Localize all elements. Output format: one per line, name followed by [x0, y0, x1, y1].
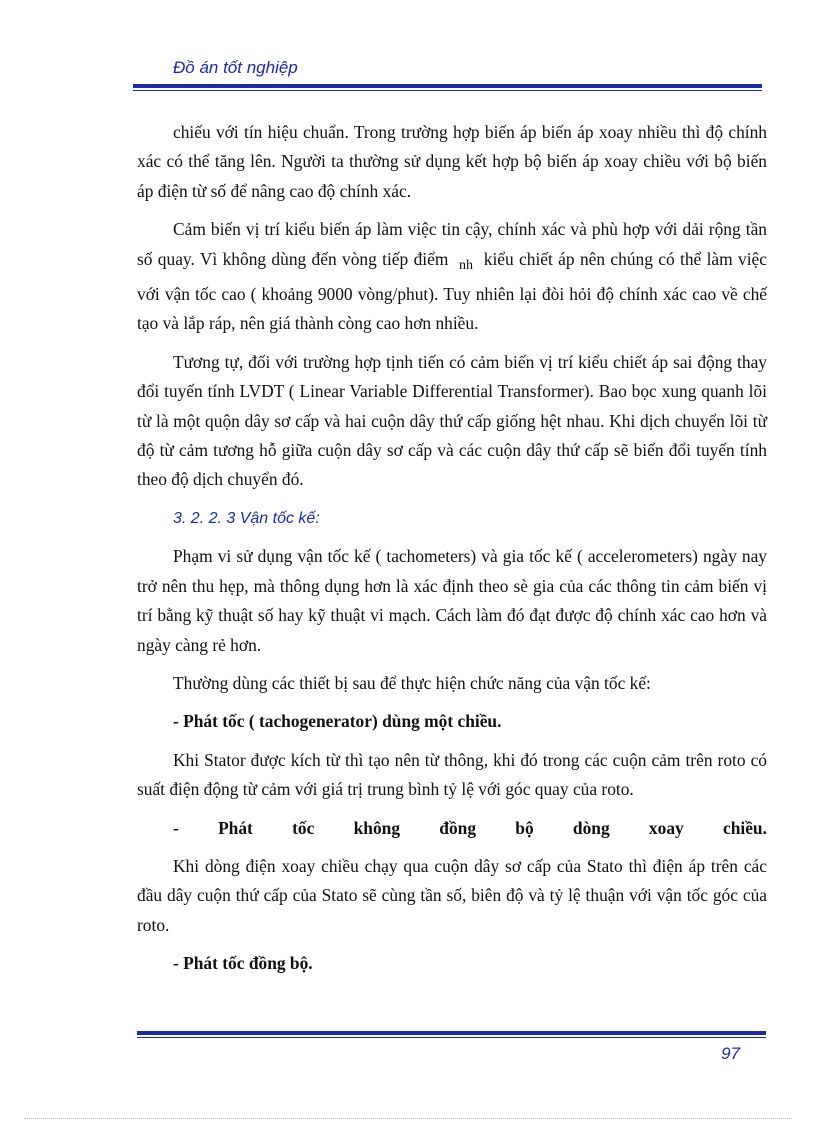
bullet-2-word: tốc [292, 817, 315, 838]
bullet-2-word: xoay [648, 817, 684, 838]
bullet-2-word: không [353, 817, 401, 838]
header-rule-thin [133, 90, 762, 91]
paragraph-6: Khi Stator được kích từ thì tạo nên từ thông, khi đó trong các cuộn cảm trên roto có suất điện động từ cảm với giá trị trung bình tỷ lệ với góc quay của roto. [137, 749, 767, 800]
header-rule-thick [133, 84, 762, 88]
header-title: Đồ án tốt nghiệp [173, 58, 298, 77]
paragraph-5: Thường dùng các thiết bị sau để thực hiện chức năng của vận tốc kế: [173, 672, 651, 693]
bullet-3 [137, 949, 767, 978]
paragraph-2-part-a: Cảm biến vị trí kiểu biến áp làm việc tin cậy, chính xác và phù hợp với dải rộng tần số quay. Vì không dùng đến vòng tiếp điểm [137, 219, 767, 269]
page-number: 97 [721, 1044, 740, 1063]
paragraph-2 [137, 215, 767, 339]
bullet-1 [137, 707, 767, 736]
paragraph-1: chiếu với tín hiệu chuẩn. Trong trường hợp biến áp biến áp xoay nhiều thì độ chính xác có thể tăng lên. Người ta thường sử dụng kết hợp bộ biến áp xoay chiều với bộ biến áp điện từ số để nâng cao độ chính xác. [137, 122, 767, 201]
bullet-1-text: - Phát tốc ( tachogenerator) dùng một chiều. [173, 711, 502, 732]
paragraph-3: Tương tự, đối với trường hợp tịnh tiến có cảm biến vị trí kiểu chiết áp sai động thay đổi tuyến tính LVDT ( Linear Variable Differential Transformer). Bao bọc xung quanh lõi từ là một quộn dây sơ cấp và hai cuộn dây thứ cấp giống hệt nhau. Khi dịch chuyển lõi từ độ từ cảm tương hỗ giữa cuộn dây sơ cấp và các cuộn dây thứ cấp sẽ biến đổi tuyến tính theo độ dịch chuyển đó. [137, 351, 767, 490]
paragraph-7: Khi dòng điện xoay chiều chạy qua cuộn dây sơ cấp của Stato thì điện áp trên các đầu dây cuộn thứ cấp của Stato sẽ cùng tần số, biên độ và tỷ lệ thuận với vận tốc góc của roto. [137, 855, 767, 935]
bullet-2-word: Phát [218, 817, 253, 838]
bullet-3-text: - Phát tốc đồng bộ. [173, 953, 313, 974]
section-heading: 3. 2. 2. 3 Vận tốc kế: [173, 509, 320, 527]
bullet-2-word: bộ [515, 817, 534, 838]
bullet-2-word: dòng [572, 817, 610, 838]
page-edge [24, 1118, 792, 1119]
paragraph-2-part-b: kiểu chiết áp nên chúng có thể làm việc với vận tốc cao ( khoảng 9000 vòng/phut). Tuy nhiên lại đòi hỏi độ chính xác cao về chế tạo và lắp ráp, nên giá thành còng cao hơn nhiều. [137, 248, 767, 334]
footer-rule-thin [137, 1037, 766, 1038]
bullet-2-word: - [173, 817, 179, 838]
bullet-2-word: chiều. [722, 817, 767, 838]
bullet-2-word: đồng [439, 817, 477, 838]
paragraph-2-subscript: nh [459, 257, 474, 273]
paragraph-4: Phạm vi sử dụng vận tốc kế ( tachometers) và gia tốc kế ( accelerometers) ngày nay trở nên thu hẹp, mà thông dụng hơn là xác định theo sè gia của các thông tin cảm biến vị trí bằng kỹ thuật số hay kỹ thuật vi mạch. Cách làm đó đạt được độ chính xác cao hơn và ngày càng rẻ hơn. [137, 546, 767, 655]
footer-rule-thick [137, 1031, 766, 1035]
page-body [137, 118, 767, 988]
bullet-2 [137, 814, 767, 843]
